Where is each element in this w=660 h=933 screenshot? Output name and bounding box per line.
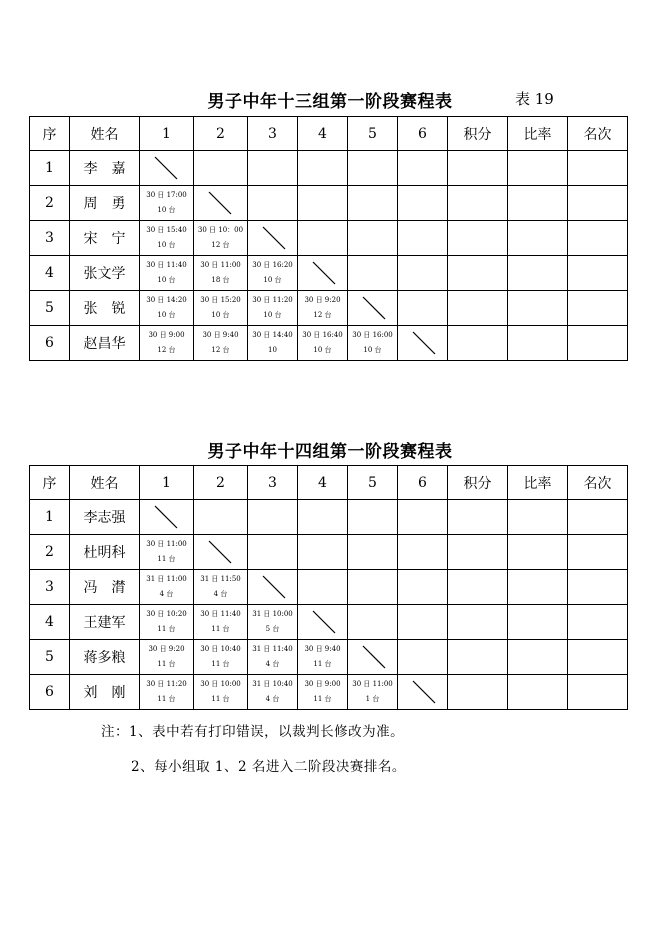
self-match-diagonal bbox=[298, 256, 348, 291]
rank-cell bbox=[568, 605, 628, 640]
match-schedule-cell bbox=[140, 256, 194, 291]
match-time: 30 日 10:00 bbox=[200, 680, 241, 688]
schedule-table-13 bbox=[29, 116, 628, 361]
match-schedule-cell bbox=[248, 326, 298, 361]
match-table-number: 11 台 bbox=[157, 555, 176, 563]
header-cell: 4 bbox=[298, 466, 348, 500]
self-match-diagonal bbox=[298, 605, 348, 640]
empty-cell bbox=[248, 500, 298, 535]
score-cell bbox=[448, 535, 508, 570]
match-table-number: 10 台 bbox=[313, 346, 332, 354]
player-name: 李 嘉 bbox=[70, 151, 140, 186]
match-table-number: 11 台 bbox=[211, 660, 230, 668]
empty-cell bbox=[248, 186, 298, 221]
header-cell: 4 bbox=[298, 117, 348, 151]
match-table-number: 4 台 bbox=[265, 695, 280, 703]
self-match-diagonal bbox=[140, 500, 194, 535]
match-table-number: 4 台 bbox=[159, 590, 174, 598]
header-cell: 姓名 bbox=[70, 117, 140, 151]
match-schedule-cell bbox=[248, 256, 298, 291]
empty-cell bbox=[398, 605, 448, 640]
match-schedule-cell bbox=[298, 326, 348, 361]
match-schedule-cell bbox=[248, 675, 298, 710]
table2-title: 男子中年十四组第一阶段赛程表 bbox=[207, 442, 453, 462]
empty-cell bbox=[194, 500, 248, 535]
header-cell: 序 bbox=[30, 117, 70, 151]
match-time: 30 日 11:00 bbox=[146, 540, 187, 548]
match-schedule-cell bbox=[194, 675, 248, 710]
player-name: 张文学 bbox=[70, 256, 140, 291]
ratio-cell bbox=[508, 256, 568, 291]
empty-cell bbox=[398, 256, 448, 291]
seq-cell: 1 bbox=[30, 151, 70, 186]
rank-cell bbox=[568, 640, 628, 675]
player-name: 李志强 bbox=[70, 500, 140, 535]
diagonal-slash-icon bbox=[312, 261, 336, 285]
diagonal-slash-icon bbox=[208, 540, 232, 564]
match-time: 30 日 9:40 bbox=[202, 331, 239, 339]
self-match-diagonal bbox=[348, 640, 398, 675]
table-row bbox=[30, 640, 628, 675]
match-table-number: 10 bbox=[268, 346, 277, 354]
player-name: 赵昌华 bbox=[70, 326, 140, 361]
self-match-diagonal bbox=[248, 221, 298, 256]
match-time: 30 日 10:20 bbox=[146, 610, 187, 618]
diagonal-slash-icon bbox=[262, 575, 286, 599]
seq-cell: 6 bbox=[30, 326, 70, 361]
diagonal-slash-icon bbox=[312, 610, 336, 634]
match-table-number: 10 台 bbox=[263, 311, 282, 319]
player-name: 张 锐 bbox=[70, 291, 140, 326]
match-table-number: 10 台 bbox=[157, 311, 176, 319]
note-1: 注：1、表中若有打印错误，以裁判长修改为准。 bbox=[101, 724, 405, 740]
header-cell: 名次 bbox=[568, 117, 628, 151]
seq-cell: 5 bbox=[30, 640, 70, 675]
score-cell bbox=[448, 570, 508, 605]
rank-cell bbox=[568, 186, 628, 221]
self-match-diagonal bbox=[398, 326, 448, 361]
seq-cell: 2 bbox=[30, 186, 70, 221]
diagonal-slash-icon bbox=[362, 296, 386, 320]
match-table-number: 11 台 bbox=[313, 660, 332, 668]
match-time: 30 日 9:00 bbox=[148, 331, 185, 339]
header-cell: 1 bbox=[140, 117, 194, 151]
self-match-diagonal bbox=[194, 535, 248, 570]
match-schedule-cell bbox=[298, 675, 348, 710]
empty-cell bbox=[298, 151, 348, 186]
self-match-diagonal bbox=[348, 291, 398, 326]
ratio-cell bbox=[508, 326, 568, 361]
match-time: 31 日 10:40 bbox=[252, 680, 293, 688]
player-name: 王建军 bbox=[70, 605, 140, 640]
match-time: 30 日 10：00 bbox=[197, 226, 244, 234]
match-time: 30 日 15:20 bbox=[200, 296, 241, 304]
header-row bbox=[30, 117, 628, 151]
match-time: 30 日 9:20 bbox=[304, 296, 341, 304]
self-match-diagonal bbox=[398, 675, 448, 710]
table-row bbox=[30, 326, 628, 361]
score-cell bbox=[448, 326, 508, 361]
player-name: 杜明科 bbox=[70, 535, 140, 570]
diagonal-slash-icon bbox=[362, 645, 386, 669]
match-table-number: 12 台 bbox=[157, 346, 176, 354]
match-schedule-cell bbox=[298, 640, 348, 675]
match-time: 31 日 11:00 bbox=[146, 575, 187, 583]
match-table-number: 11 台 bbox=[157, 625, 176, 633]
header-cell: 3 bbox=[248, 466, 298, 500]
score-cell bbox=[448, 186, 508, 221]
header-cell: 序 bbox=[30, 466, 70, 500]
match-table-number: 11 台 bbox=[211, 695, 230, 703]
match-table-number: 4 台 bbox=[265, 660, 280, 668]
match-schedule-cell bbox=[194, 221, 248, 256]
empty-cell bbox=[348, 500, 398, 535]
note-2: 2、每小组取 1、2 名进入二阶段决赛排名。 bbox=[131, 759, 406, 775]
rank-cell bbox=[568, 570, 628, 605]
empty-cell bbox=[398, 291, 448, 326]
score-cell bbox=[448, 675, 508, 710]
ratio-cell bbox=[508, 221, 568, 256]
match-time: 30 日 14:40 bbox=[252, 331, 293, 339]
score-cell bbox=[448, 151, 508, 186]
header-cell: 2 bbox=[194, 117, 248, 151]
score-cell bbox=[448, 221, 508, 256]
match-table-number: 10 台 bbox=[211, 311, 230, 319]
empty-cell bbox=[348, 151, 398, 186]
diagonal-slash-icon bbox=[154, 156, 178, 180]
empty-cell bbox=[248, 151, 298, 186]
header-cell: 5 bbox=[348, 466, 398, 500]
match-table-number: 12 台 bbox=[211, 346, 230, 354]
table-row bbox=[30, 186, 628, 221]
match-schedule-cell bbox=[140, 675, 194, 710]
match-time: 30 日 11:20 bbox=[146, 680, 187, 688]
ratio-cell bbox=[508, 675, 568, 710]
empty-cell bbox=[298, 500, 348, 535]
match-schedule-cell bbox=[348, 675, 398, 710]
match-table-number: 12 台 bbox=[313, 311, 332, 319]
match-schedule-cell bbox=[194, 326, 248, 361]
match-time: 30 日 11:40 bbox=[200, 610, 241, 618]
schedule-table-14 bbox=[29, 465, 628, 710]
diagonal-slash-icon bbox=[412, 331, 436, 355]
match-table-number: 11 台 bbox=[157, 660, 176, 668]
score-cell bbox=[448, 500, 508, 535]
match-time: 30 日 16:20 bbox=[252, 261, 293, 269]
seq-cell: 4 bbox=[30, 256, 70, 291]
diagonal-slash-icon bbox=[262, 226, 286, 250]
ratio-cell bbox=[508, 605, 568, 640]
match-schedule-cell bbox=[248, 640, 298, 675]
match-time: 31 日 11:50 bbox=[200, 575, 241, 583]
seq-cell: 5 bbox=[30, 291, 70, 326]
header-row bbox=[30, 466, 628, 500]
seq-cell: 2 bbox=[30, 535, 70, 570]
match-schedule-cell bbox=[298, 291, 348, 326]
match-time: 30 日 15:40 bbox=[146, 226, 187, 234]
ratio-cell bbox=[508, 186, 568, 221]
ratio-cell bbox=[508, 500, 568, 535]
rank-cell bbox=[568, 535, 628, 570]
empty-cell bbox=[348, 186, 398, 221]
table-row bbox=[30, 675, 628, 710]
empty-cell bbox=[398, 151, 448, 186]
score-cell bbox=[448, 640, 508, 675]
seq-cell: 6 bbox=[30, 675, 70, 710]
table-row bbox=[30, 500, 628, 535]
table-row bbox=[30, 570, 628, 605]
match-time: 30 日 9:40 bbox=[304, 645, 341, 653]
rank-cell bbox=[568, 151, 628, 186]
ratio-cell bbox=[508, 291, 568, 326]
match-table-number: 18 台 bbox=[211, 276, 230, 284]
match-schedule-cell bbox=[140, 640, 194, 675]
match-time: 30 日 16:00 bbox=[352, 331, 393, 339]
empty-cell bbox=[248, 535, 298, 570]
match-table-number: 10 台 bbox=[157, 241, 176, 249]
match-time: 30 日 11:00 bbox=[200, 261, 241, 269]
empty-cell bbox=[298, 535, 348, 570]
score-cell bbox=[448, 256, 508, 291]
empty-cell bbox=[194, 151, 248, 186]
seq-cell: 4 bbox=[30, 605, 70, 640]
match-time: 30 日 10:40 bbox=[200, 645, 241, 653]
match-time: 30 日 11:00 bbox=[352, 680, 393, 688]
header-cell: 比率 bbox=[508, 117, 568, 151]
header-cell: 积分 bbox=[448, 117, 508, 151]
match-time: 31 日 11:40 bbox=[252, 645, 293, 653]
table-row bbox=[30, 256, 628, 291]
table-number: 表 19 bbox=[515, 90, 554, 108]
match-schedule-cell bbox=[140, 221, 194, 256]
table-row bbox=[30, 291, 628, 326]
rank-cell bbox=[568, 675, 628, 710]
match-table-number: 11 台 bbox=[157, 695, 176, 703]
match-time: 30 日 11:40 bbox=[146, 261, 187, 269]
header-cell: 名次 bbox=[568, 466, 628, 500]
match-schedule-cell bbox=[194, 640, 248, 675]
match-table-number: 5 台 bbox=[265, 625, 280, 633]
diagonal-slash-icon bbox=[154, 505, 178, 529]
self-match-diagonal bbox=[194, 186, 248, 221]
empty-cell bbox=[398, 535, 448, 570]
header-cell: 1 bbox=[140, 466, 194, 500]
seq-cell: 3 bbox=[30, 570, 70, 605]
empty-cell bbox=[348, 605, 398, 640]
score-cell bbox=[448, 605, 508, 640]
rank-cell bbox=[568, 500, 628, 535]
match-time: 30 日 17:00 bbox=[146, 191, 187, 199]
player-name: 刘 刚 bbox=[70, 675, 140, 710]
match-schedule-cell bbox=[348, 326, 398, 361]
empty-cell bbox=[298, 221, 348, 256]
table-row bbox=[30, 151, 628, 186]
match-time: 31 日 10:00 bbox=[252, 610, 293, 618]
table-row bbox=[30, 535, 628, 570]
ratio-cell bbox=[508, 640, 568, 675]
empty-cell bbox=[298, 186, 348, 221]
match-schedule-cell bbox=[194, 256, 248, 291]
table-row bbox=[30, 221, 628, 256]
empty-cell bbox=[398, 221, 448, 256]
table-row bbox=[30, 605, 628, 640]
header-cell: 2 bbox=[194, 466, 248, 500]
match-table-number: 10 台 bbox=[363, 346, 382, 354]
match-table-number: 11 台 bbox=[211, 625, 230, 633]
ratio-cell bbox=[508, 570, 568, 605]
header-cell: 6 bbox=[398, 466, 448, 500]
empty-cell bbox=[398, 500, 448, 535]
header-cell: 3 bbox=[248, 117, 298, 151]
match-table-number: 12 台 bbox=[211, 241, 230, 249]
empty-cell bbox=[348, 256, 398, 291]
diagonal-slash-icon bbox=[412, 680, 436, 704]
player-name: 蒋多粮 bbox=[70, 640, 140, 675]
match-table-number: 10 台 bbox=[157, 276, 176, 284]
header-cell: 姓名 bbox=[70, 466, 140, 500]
match-time: 30 日 11:20 bbox=[252, 296, 293, 304]
ratio-cell bbox=[508, 535, 568, 570]
match-time: 30 日 16:40 bbox=[302, 331, 343, 339]
rank-cell bbox=[568, 221, 628, 256]
match-table-number: 10 台 bbox=[263, 276, 282, 284]
empty-cell bbox=[398, 570, 448, 605]
match-schedule-cell bbox=[248, 291, 298, 326]
header-cell: 比率 bbox=[508, 466, 568, 500]
header-cell: 积分 bbox=[448, 466, 508, 500]
match-schedule-cell bbox=[140, 605, 194, 640]
header-cell: 5 bbox=[348, 117, 398, 151]
match-schedule-cell bbox=[140, 535, 194, 570]
match-schedule-cell bbox=[140, 186, 194, 221]
diagonal-slash-icon bbox=[208, 191, 232, 215]
table1-title: 男子中年十三组第一阶段赛程表 bbox=[207, 92, 453, 112]
match-table-number: 4 台 bbox=[213, 590, 228, 598]
match-schedule-cell bbox=[140, 570, 194, 605]
player-name: 周 勇 bbox=[70, 186, 140, 221]
rank-cell bbox=[568, 291, 628, 326]
self-match-diagonal bbox=[140, 151, 194, 186]
rank-cell bbox=[568, 256, 628, 291]
match-table-number: 10 台 bbox=[157, 206, 176, 214]
empty-cell bbox=[398, 186, 448, 221]
match-time: 30 日 14:20 bbox=[146, 296, 187, 304]
rank-cell bbox=[568, 326, 628, 361]
seq-cell: 3 bbox=[30, 221, 70, 256]
player-name: 宋 宁 bbox=[70, 221, 140, 256]
self-match-diagonal bbox=[248, 570, 298, 605]
score-cell bbox=[448, 291, 508, 326]
seq-cell: 1 bbox=[30, 500, 70, 535]
match-table-number: 11 台 bbox=[313, 695, 332, 703]
match-schedule-cell bbox=[140, 326, 194, 361]
match-table-number: 1 台 bbox=[365, 695, 380, 703]
empty-cell bbox=[398, 640, 448, 675]
player-name: 冯 潸 bbox=[70, 570, 140, 605]
empty-cell bbox=[298, 570, 348, 605]
match-schedule-cell bbox=[248, 605, 298, 640]
match-schedule-cell bbox=[194, 570, 248, 605]
match-time: 30 日 9:00 bbox=[304, 680, 341, 688]
empty-cell bbox=[348, 221, 398, 256]
match-schedule-cell bbox=[194, 291, 248, 326]
empty-cell bbox=[348, 535, 398, 570]
ratio-cell bbox=[508, 151, 568, 186]
header-cell: 6 bbox=[398, 117, 448, 151]
match-time: 30 日 9:20 bbox=[148, 645, 185, 653]
match-schedule-cell bbox=[140, 291, 194, 326]
match-schedule-cell bbox=[194, 605, 248, 640]
empty-cell bbox=[348, 570, 398, 605]
